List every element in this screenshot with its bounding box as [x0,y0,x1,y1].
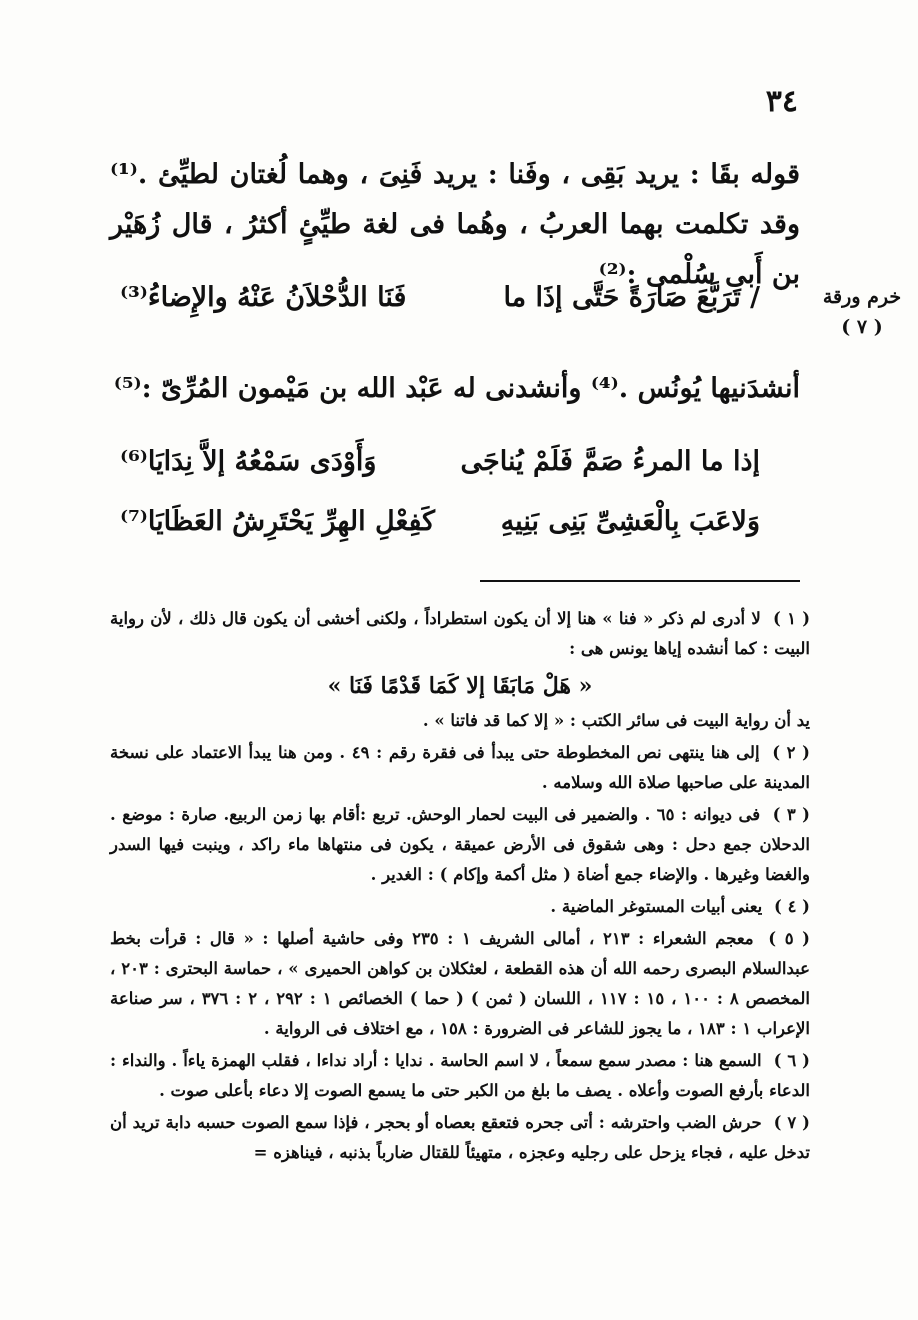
footnote-6 [110,1046,810,1106]
footnote-7 [110,1108,810,1168]
footnote-4-text: يعنى أبيات المستوغر الماضية . [550,897,763,916]
verse-3-first-hemistich: وَلاعَبَ بِالْعَشِىِّ بَنِى بَنِيهِ [500,506,760,537]
footnote-1-after: يد أن رواية البيت فى سائر الكتب : « إلا كما قد فاتنا » . [422,711,810,730]
footnote-2-number: ( ٢ ) [772,743,810,762]
verse-3-second-hemistich: كَفِعْلِ الهِرِّ يَحْتَرِشُ العَظَايَا⁽⁷⁾ [120,506,435,537]
footnote-7-text: حرش الضب واحترشه : أتى جحره فتعقع بعصاه أو بحجر ، فإذا سمع الصوت حسبه دابة تريد أن تدخل عليه ، فجاء يزحل على رجليه وعجزه ، متهيئاً للقتال ضارباً بذنبه ، فيناهزه = [110,1113,810,1162]
footnote-7-number: ( ٧ ) [773,1113,810,1132]
verse-1-second-hemistich: فَنَا الدُّحْلاَنُ عَنْهُ والإِضاءُ⁽³⁾ [120,282,407,313]
verse-3 [110,506,800,556]
footnote-divider [480,580,800,582]
footnotes [110,604,810,1170]
footnote-1-verse: « هَلْ مَابَقَا إلا كَمَا قَدْمًا فَنَا » [327,673,593,699]
main-text-block-2 [110,364,800,414]
verse-2-second-hemistich: وَأَوْدَى سَمْعُهُ إلاَّ نِدَايَا⁽⁶⁾ [120,446,377,477]
verse-1 [110,282,800,332]
main-text-block-1 [110,150,800,300]
page-number: ٣٤ [765,84,798,119]
footnote-6-text: السمع هنا : مصدر سمع سمعاً ، لا اسم الحاسة . ندايا : أراد نداءا ، فقلب الهمزة ياءاً . والنداء : الدعاء بأرفع الصوت وأعلاه . يصف ما بلغ من الكبر حتى ما يسمع الصوت إلا دعاء بأعلى صوت . [110,1051,810,1100]
verse-2-first-hemistich: إذا ما المرءُ صَمَّ فَلَمْ يُناجَى [460,446,760,477]
verse-2 [110,446,800,496]
margin-note-line-2: ( ٧ ) [841,316,883,338]
paragraph-2: أنشدَنيها يُونُس .⁽⁴⁾ وأنشدنى له عَبْد الله بن مَيْمون المُرِّىّ :⁽⁵⁾ [113,373,800,404]
margin-note-line-1: خرم ورقة [822,286,902,308]
footnote-6-number: ( ٦ ) [773,1051,810,1070]
margin-note [812,282,912,342]
verse-1-first-hemistich: / تَرَبَّعَ صَارَةً حَتَّى إذَا ما [503,282,760,313]
footnote-1-number: ( ١ ) [773,609,810,628]
footnote-5-number: ( ٥ ) [768,929,810,948]
footnote-5-text: معجم الشعراء : ٢١٣ ، أمالى الشريف ١ : ٢٣٥ وفى حاشية أصلها : « قال : قرأت بخط عبدالسلام البصرى رحمه الله أن هذه القطعة ، لعثكلان بن كواهن الحميرى » ، حماسة البحترى : ٢٠٣ ، المخصص ٨ : ١٠٠ ، ١٥ : ١١٧ ، اللسان ( ثمن ) ( حما ) الخصائص ١ : ٢٩٢ ، ٢ : ٣٧٦ ، سر صناعة الإعراب ١ : ١٨٣ ، ما يجوز للشاعر فى الضرورة : ١٥٨ ، مع اختلاف فى الرواية . [110,929,810,1038]
footnote-3 [110,800,810,890]
footnote-2 [110,738,810,798]
footnote-3-text: فى ديوانه : ٦٥ . والضمير فى البيت لحمار الوحش. تربع :أقام بها زمن الربيع. صارة : موضع . الدحلان جمع دحل : وهى شقوق فى الأرض عميقة ، يكون فى منتهاها ماء راكد ، وينبت فيها السدر والغضا وغيرها . والإضاء جمع أضاة ( مثل أكمة وإكام ) : الغدير . [110,805,810,884]
footnote-2-text: إلى هنا ينتهى نص المخطوطة حتى يبدأ فى فقرة رقم : ٤٩ . ومن هنا يبدأ الاعتماد على نسخة المدينة على صاحبها صلاة الله وسلامه . [110,743,810,792]
paragraph-1: قوله بقَا : يريد بَقِى ، وفَنا : يريد فَنِىَ ، وهما لُغتان لطيِّئ .⁽¹⁾ وقد تكلمت بهما العربُ ، وهُما فى لغة طيِّئٍ أكثرُ ، قال زُهَيْر بن أَبى سُلْمى :⁽²⁾ [110,159,800,290]
footnote-4-number: ( ٤ ) [774,897,810,916]
footnote-1-text: لا أدرى لم ذكر « فنا » هنا إلا أن يكون استطراداً ، ولكنى أخشى أن يكون قال ذلك ، لأن رواية البيت : كما أنشده إياها يونس هى : [110,609,810,658]
footnote-4 [110,892,810,922]
footnote-5 [110,924,810,1044]
footnote-1 [110,604,810,664]
footnote-3-number: ( ٣ ) [772,805,810,824]
